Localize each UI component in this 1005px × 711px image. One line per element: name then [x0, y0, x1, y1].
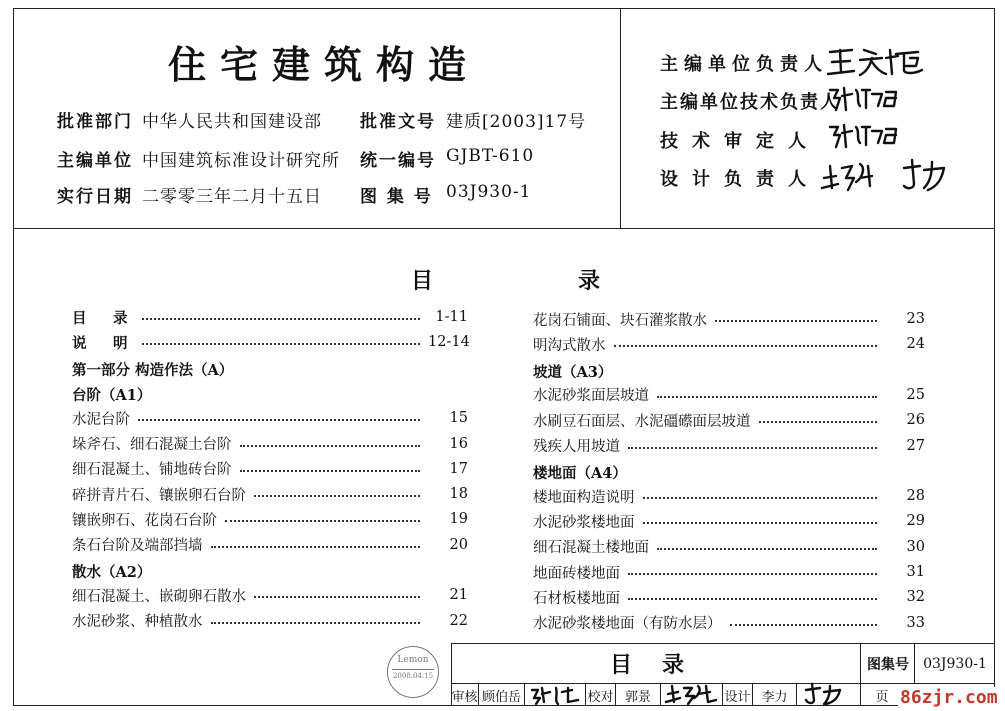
toc-entry-page: 31	[906, 564, 925, 580]
chief-unit-head-label: 主编单位负责人	[660, 54, 828, 75]
toc-entry[interactable]	[533, 333, 925, 355]
toc-leader-dots	[715, 320, 877, 322]
toc-entry-label: 碎拼青片石、镶嵌卵石台阶	[72, 487, 246, 504]
toc-leader-dots	[240, 445, 421, 447]
design-head-label: 设计负责人	[660, 169, 820, 190]
toc-entry-page: 30	[906, 538, 925, 555]
site-watermark: 86zjr.com	[900, 687, 998, 708]
toc-entry-label: 水泥砂浆面层坡道	[533, 388, 649, 405]
review-label: 审核	[451, 689, 478, 705]
toc-entry-page: 33	[906, 614, 925, 631]
toc-entry-page: 24	[906, 336, 925, 353]
toc-leader-dots	[657, 548, 877, 550]
design-label: 设计	[724, 689, 751, 705]
toc-entry-page: 12-14	[428, 334, 470, 351]
header-vertical-divider	[620, 8, 621, 228]
effective-date-label: 实行日期	[57, 187, 133, 207]
approval-doc-label: 批准文号	[360, 112, 436, 132]
toc-section-heading: 坡道（A3）	[533, 363, 613, 381]
toc-leader-dots	[643, 522, 878, 524]
toc-entry[interactable]	[533, 435, 925, 457]
toc-entry-page: 32	[906, 589, 925, 606]
page-label: 页	[875, 689, 889, 705]
toc-leader-dots	[643, 497, 878, 499]
unified-number-label: 统一编号	[360, 151, 436, 171]
toc-leader-dots	[211, 546, 421, 548]
signature-chief-tech-head	[826, 84, 906, 114]
toc-entry[interactable]	[533, 308, 925, 330]
toc-leader-dots	[759, 421, 878, 423]
toc-leader-dots	[211, 622, 421, 624]
tb-sep-8	[796, 683, 797, 706]
toc-entry-label: 石材板楼地面	[533, 590, 620, 607]
toc-entry[interactable]	[72, 610, 468, 632]
effective-date-value: 二零零三年二月十五日	[142, 187, 322, 207]
toc-leader-dots	[628, 573, 877, 575]
toc-leader-dots	[240, 470, 421, 472]
toc-leader-dots	[614, 345, 878, 347]
toc-entry-label: 镶嵌卵石、花岗石台阶	[72, 512, 217, 529]
toc-leader-dots	[254, 495, 420, 497]
stamp-top-text: Lemon	[397, 655, 429, 665]
check-name: 郭景	[624, 689, 651, 705]
toc-entry-page: 18	[449, 486, 468, 503]
toc-section-heading: 楼地面（A4）	[533, 464, 627, 482]
toc-entry-page: 15	[449, 410, 468, 427]
approval-dept-value: 中华人民共和国建设部	[142, 112, 322, 132]
toc-entry-label: 垛斧石、细石混凝土台阶	[72, 437, 232, 453]
toc-entry[interactable]	[72, 534, 468, 556]
chief-tech-head-label: 主编单位技术负责人	[660, 92, 840, 113]
toc-entry-page: 27	[906, 437, 925, 454]
unified-number-value: GJBT-610	[446, 146, 535, 166]
sheet-title: 目 录	[610, 652, 689, 678]
signature-design-head	[820, 156, 960, 198]
toc-entry-label: 楼地面构造说明	[533, 489, 635, 506]
review-name: 顾伯岳	[481, 689, 521, 705]
check-label: 校对	[587, 689, 614, 705]
toc-entry[interactable]	[72, 483, 468, 505]
toc-leader-dots	[730, 624, 878, 626]
tech-reviewer-label: 技术审定人	[660, 131, 820, 152]
approval-doc-value: 建质[2003]17号	[446, 112, 587, 132]
toc-entry-label: 明沟式散水	[533, 337, 606, 354]
toc-entry[interactable]	[72, 433, 468, 455]
toc-entry[interactable]	[72, 331, 468, 353]
toc-leader-dots	[628, 447, 877, 449]
toc-entry-label: 花岗石铺面、块石灌浆散水	[533, 312, 707, 329]
toc-entry-page: 29	[906, 513, 925, 530]
header-divider	[13, 228, 995, 229]
toc-entry[interactable]	[72, 306, 468, 328]
toc-entry[interactable]	[72, 458, 468, 480]
toc-entry-label: 残疾人用坡道	[533, 439, 620, 455]
toc-entry-page: 21	[449, 587, 468, 604]
toc-entry[interactable]	[533, 536, 925, 558]
toc-entry-label: 水泥砂浆楼地面（有防水层）	[533, 616, 722, 633]
signature-chief-unit-head	[826, 44, 926, 80]
toc-entry-page: 19	[449, 511, 468, 528]
toc-entry-label: 细石混凝土、嵌砌卵石散水	[72, 588, 246, 605]
toc-leader-dots	[142, 318, 421, 320]
toc-leader-dots	[225, 520, 420, 522]
toc-entry-page: 26	[906, 412, 925, 429]
toc-entry-page: 20	[449, 536, 468, 553]
toc-entry-label: 说 明	[72, 334, 134, 352]
toc-heading-right: 录	[578, 268, 601, 294]
toc-entry-label: 条石台阶及端部挡墙	[72, 538, 203, 555]
toc-entry[interactable]	[533, 586, 925, 608]
signature-tech-reviewer	[826, 121, 906, 151]
toc-entry[interactable]	[533, 409, 925, 431]
atlas-number-label-tb: 图集号	[867, 657, 909, 673]
toc-section-heading: 第一部分 构造作法（A）	[72, 361, 234, 379]
toc-entry-page: 25	[906, 386, 925, 403]
toc-entry[interactable]	[533, 485, 925, 507]
check-signature	[664, 682, 720, 706]
atlas-number-value-tb: 03J930-1	[923, 656, 987, 672]
toc-leader-dots	[138, 419, 420, 421]
toc-entry-page: 1-11	[435, 309, 468, 325]
toc-entry[interactable]	[72, 508, 468, 530]
toc-section-heading: 台阶（A1）	[72, 386, 152, 404]
toc-entry-page: 22	[449, 612, 468, 629]
toc-leader-dots	[657, 396, 877, 398]
atlas-number-label: 图 集 号	[360, 187, 433, 207]
toc-leader-dots	[142, 343, 421, 345]
toc-leader-dots	[254, 596, 420, 598]
toc-entry-label: 细石混凝土、铺地砖台阶	[72, 462, 232, 479]
toc-entry-label: 水刷豆石面层、水泥礓礤面层坡道	[533, 413, 751, 430]
stamp-divider	[392, 669, 434, 670]
toc-entry-label: 水泥砂浆楼地面	[533, 514, 635, 531]
toc-leader-dots	[628, 598, 877, 600]
toc-section-heading: 散水（A2）	[72, 564, 152, 581]
toc-entry-label: 水泥砂浆、种植散水	[72, 614, 203, 631]
approval-dept-label: 批准部门	[57, 112, 133, 132]
design-name: 李力	[761, 689, 788, 705]
chief-unit-label: 主编单位	[57, 151, 133, 171]
toc-entry[interactable]	[72, 407, 468, 429]
date-stamp	[387, 646, 439, 698]
toc-heading-left: 目	[411, 268, 434, 294]
toc-entry-page: 17	[449, 460, 468, 477]
toc-entry-label: 水泥台阶	[72, 411, 130, 428]
toc-entry-label: 地面砖楼地面	[533, 565, 620, 582]
stamp-bottom-text: 2008.04.15	[392, 672, 434, 680]
title-block-atlas-divider	[860, 643, 861, 706]
title-block-atlas-label-divider	[914, 643, 915, 683]
toc-entry-page: 16	[449, 435, 468, 452]
toc-entry-page: 28	[906, 488, 925, 505]
tb-sep-5	[660, 683, 661, 706]
chief-unit-value: 中国建筑标准设计研究所	[142, 151, 340, 171]
review-signature	[528, 684, 582, 706]
atlas-number-value: 03J930-1	[446, 182, 532, 202]
tb-sep-2	[524, 683, 525, 706]
toc-entry[interactable]	[533, 612, 925, 634]
toc-entry[interactable]	[72, 584, 468, 606]
design-signature	[802, 682, 852, 706]
toc-entry[interactable]	[533, 384, 925, 406]
toc-entry-page: 23	[906, 311, 925, 327]
toc-entry-label: 细石混凝土楼地面	[533, 540, 649, 557]
toc-entry[interactable]	[533, 561, 925, 583]
toc-entry-label: 目 录	[72, 309, 134, 327]
toc-entry[interactable]	[533, 510, 925, 532]
atlas-title: 住宅建筑构造	[168, 42, 481, 87]
